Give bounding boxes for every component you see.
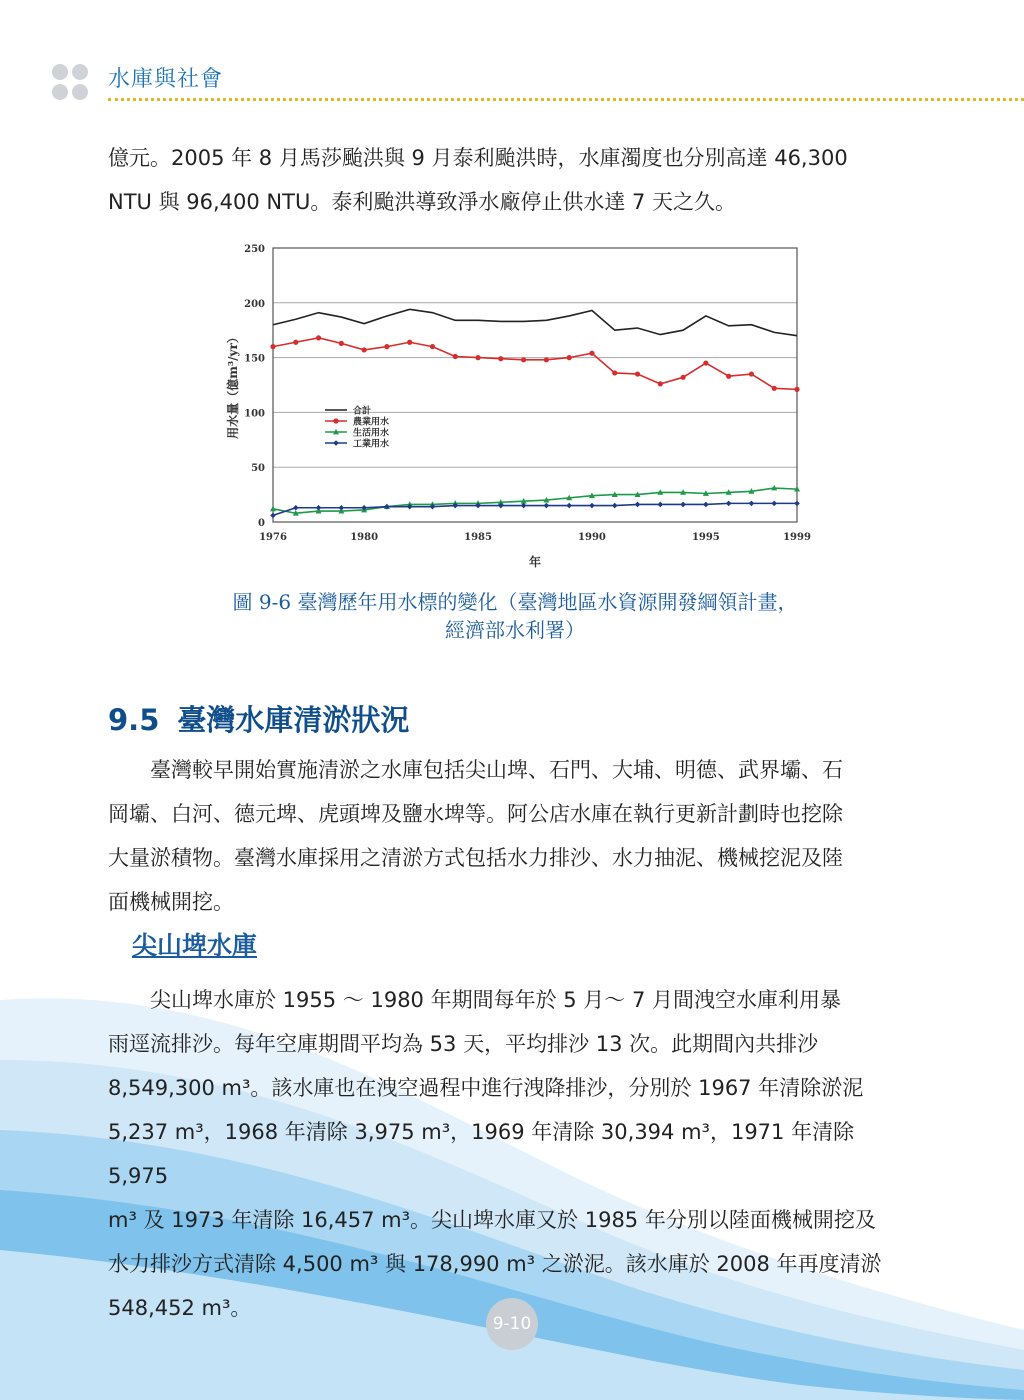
data-point	[794, 501, 800, 507]
legend-label: 合計	[353, 406, 372, 417]
x-tick-label: 1980	[350, 532, 379, 543]
data-point	[635, 502, 641, 508]
x-tick-label: 1976	[259, 532, 287, 543]
running-header	[52, 62, 1024, 102]
y-axis-label: 用水量（億m³/yr）	[226, 331, 240, 439]
page-number: 9-10	[486, 1298, 538, 1350]
water-use-chart	[215, 238, 815, 578]
y-tick-label: 150	[244, 353, 265, 365]
intro-line-1: 億元。2005 年 8 月馬莎颱洪與 9 月泰利颱洪時，水庫濁度也分別高達 46,300	[108, 146, 848, 170]
data-point	[612, 503, 618, 509]
legend-label: 生活用水	[353, 428, 390, 439]
x-tick-label: 1990	[578, 532, 606, 543]
chart-svg	[215, 238, 815, 578]
data-point	[794, 387, 799, 392]
data-point	[339, 341, 344, 346]
sub-line-6: 水力排沙方式清除 4,500 m³ 與 178,990 m³ 之淤泥。該水庫於 2008 年再度清淤	[108, 1252, 882, 1276]
y-tick-label: 250	[244, 244, 265, 255]
data-point	[680, 502, 686, 508]
data-point	[726, 374, 731, 379]
x-axis-label: 年	[528, 555, 542, 569]
data-point	[362, 347, 367, 352]
data-point	[293, 505, 299, 511]
sub-line-1: 尖山埤水庫於 1955 ～ 1980 年期間每年於 5 月～ 7 月間洩空水庫利用暴	[150, 988, 842, 1012]
data-point	[407, 340, 412, 345]
data-point	[635, 371, 640, 376]
data-point	[589, 503, 595, 509]
x-tick-label: 1995	[691, 532, 720, 543]
data-point	[589, 351, 594, 356]
data-point	[658, 502, 664, 508]
data-point	[749, 371, 754, 376]
legend-label: 工業用水	[353, 439, 390, 450]
section-heading	[108, 698, 409, 739]
data-point	[270, 513, 276, 519]
sub-line-2: 雨逕流排沙。每年空庫期間平均為 53 天，平均排沙 13 次。此期間內共排沙	[108, 1032, 819, 1056]
data-point	[544, 357, 549, 362]
header-title: 水庫與社會	[108, 67, 224, 92]
section-line-4: 面機械開挖。	[108, 890, 234, 914]
y-tick-label: 100	[244, 408, 265, 420]
series-line-3	[273, 503, 797, 515]
series-line-2	[273, 488, 797, 513]
data-point	[333, 418, 338, 423]
y-tick-label: 50	[251, 463, 265, 475]
data-point	[726, 501, 732, 507]
figure-caption-line-1: 圖 9-6 臺灣歷年用水標的變化（臺灣地區水資源開發綱領計畫，	[232, 590, 798, 614]
intro-line-2: NTU 與 96,400 NTU。泰利颱洪導致淨水廠停止供水達 7 天之久。	[108, 190, 737, 214]
section-paragraph	[108, 748, 918, 924]
section-line-3: 大量淤積物。臺灣水庫採用之清淤方式包括水力排沙、水力抽泥、機械挖泥及陸	[108, 846, 843, 870]
data-point	[749, 501, 755, 507]
data-point	[566, 503, 572, 509]
sub-line-5: m³ 及 1973 年清除 16,457 m³。尖山埤水庫又於 1985 年分別以陸面機械開挖及	[108, 1208, 876, 1232]
subsection-paragraph	[108, 978, 918, 1330]
plot-frame	[273, 248, 797, 522]
data-point	[703, 360, 708, 365]
header-dots-icon	[52, 64, 92, 100]
sub-line-3: 8,549,300 m³。該水庫也在洩空過程中進行洩降排沙，分別於 1967 年清除淤泥	[108, 1076, 864, 1100]
data-point	[658, 381, 663, 386]
data-point	[475, 355, 480, 360]
section-line-2: 岡壩、白河、德元埤、虎頭埤及鹽水埤等。阿公店水庫在執行更新計劃時也挖除	[108, 802, 843, 826]
subsection-heading: 尖山埤水庫	[132, 931, 258, 960]
data-point	[316, 335, 321, 340]
series-line-0	[273, 309, 797, 335]
data-point	[680, 375, 685, 380]
data-point	[316, 505, 322, 511]
data-point	[521, 503, 527, 509]
data-point	[521, 357, 526, 362]
data-point	[430, 344, 435, 349]
data-point	[453, 354, 458, 359]
section-title: 臺灣水庫清淤狀況	[177, 703, 410, 737]
data-point	[270, 344, 275, 349]
figure-caption	[140, 588, 890, 644]
data-point	[293, 340, 298, 345]
data-point	[612, 370, 617, 375]
x-tick-label: 1985	[464, 532, 492, 543]
data-point	[333, 440, 339, 446]
data-point	[498, 356, 503, 361]
x-tick-label: 1999	[783, 532, 811, 543]
data-point	[703, 502, 709, 508]
figure-caption-line-2: 經濟部水利署）	[445, 618, 585, 642]
section-number: 9.5	[108, 703, 160, 737]
data-point	[544, 503, 550, 509]
sub-line-7: 548,452 m³。	[108, 1296, 252, 1320]
intro-paragraph	[108, 136, 918, 224]
data-point	[772, 386, 777, 391]
data-point	[771, 501, 777, 507]
series-line-1	[273, 338, 797, 390]
header-dotted-rule	[108, 98, 1024, 101]
data-point	[339, 505, 345, 511]
sub-line-4: 5,237 m³，1968 年清除 3,975 m³，1969 年清除 30,394 m³，1971 年清除 5,975	[108, 1120, 855, 1188]
y-tick-label: 200	[244, 298, 265, 310]
legend-label: 農業用水	[353, 417, 390, 428]
section-line-1: 臺灣較早開始實施清淤之水庫包括尖山埤、石門、大埔、明德、武界壩、石	[150, 758, 843, 782]
data-point	[567, 355, 572, 360]
data-point	[384, 344, 389, 349]
y-tick-label: 0	[258, 518, 265, 529]
